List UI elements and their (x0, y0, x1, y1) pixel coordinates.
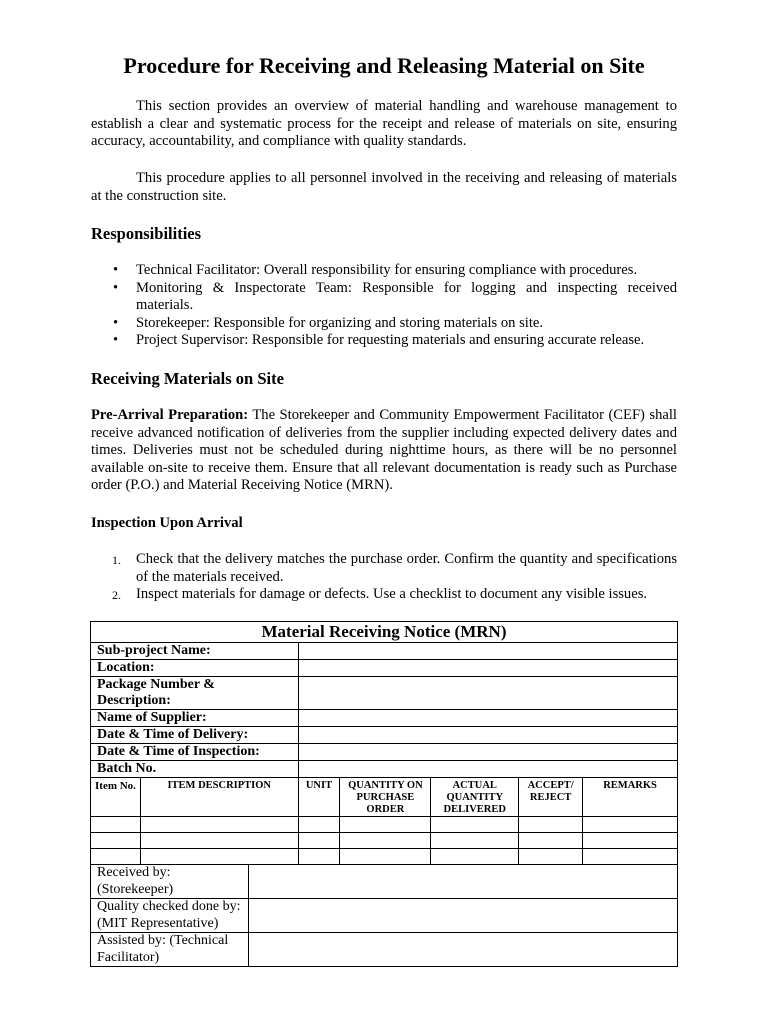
cell[interactable] (298, 817, 340, 833)
signature-label: Assisted by: (Technical Facilitator) (91, 933, 249, 967)
mrn-field-label: Location: (91, 660, 299, 677)
pre-arrival-text: The Storekeeper and Community Empowerment Facilitator (CEF) shall receive advanced notification of deliveries from the supplier including expected delivery dates and times. Deliveries must not be scheduled during nighttime hours, as there will be no personnel available on-site to receive them. Ensure that all relevant documentation is ready such as Purchase order (P.O.) and Material Receiving Notice (MRN). (91, 407, 677, 494)
bullet-icon: • (113, 332, 119, 349)
receiving-heading: Receiving Materials on Site (91, 369, 284, 388)
mrn-field-value[interactable] (298, 761, 677, 778)
cell[interactable] (298, 833, 340, 849)
cell[interactable] (140, 833, 298, 849)
cell[interactable] (519, 849, 583, 865)
cell[interactable] (340, 833, 431, 849)
inspection-heading: Inspection Upon Arrival (91, 515, 243, 531)
cell[interactable] (298, 849, 340, 865)
cell[interactable] (583, 833, 678, 849)
cell[interactable] (519, 833, 583, 849)
cell[interactable] (340, 817, 431, 833)
cell[interactable] (91, 833, 141, 849)
mrn-field-label: Sub-project Name: (91, 643, 299, 660)
mrn-field-label: Name of Supplier: (91, 710, 299, 727)
pre-arrival-paragraph (91, 407, 677, 495)
cell[interactable] (583, 817, 678, 833)
list-item: • Storekeeper: Responsible for organizing and storing materials on site. (113, 314, 544, 331)
page-title: Procedure for Receiving and Releasing Material on Site (123, 53, 645, 78)
bullet-icon: • (113, 314, 119, 331)
pre-arrival-label: Pre-Arrival Preparation: (91, 407, 249, 423)
mrn-field-value[interactable] (298, 744, 677, 761)
list-item (91, 551, 677, 586)
mrn-field-value[interactable] (298, 643, 677, 660)
list-item (91, 586, 677, 604)
intro-text-2: This procedure applies to all personnel involved in the receiving and releasing of materials at the construction site. (91, 170, 677, 204)
signature-field[interactable] (248, 933, 677, 967)
mrn-field-value[interactable] (298, 660, 677, 677)
signature-field[interactable] (248, 899, 677, 933)
mrn-field-label: Date & Time of Inspection: (91, 744, 299, 761)
col-accept-reject: ACCEPT/ REJECT (519, 778, 583, 817)
table-row (91, 849, 678, 865)
table-row (91, 833, 678, 849)
intro-paragraph-2 (91, 170, 677, 205)
mrn-field-label: Batch No. (91, 761, 299, 778)
cell[interactable] (340, 849, 431, 865)
responsibilities-heading: Responsibilities (91, 224, 202, 243)
cell[interactable] (91, 849, 141, 865)
mrn-field-label: Date & Time of Delivery: (91, 727, 299, 744)
mrn-form-table (90, 621, 678, 967)
step-text: Check that the delivery matches the purchase order. Confirm the quantity and specifications of the materials received. (136, 551, 677, 585)
col-item-description: ITEM DESCRIPTION (140, 778, 298, 817)
cell[interactable] (431, 833, 519, 849)
inspection-steps (91, 551, 677, 604)
step-number: 2. (112, 588, 121, 603)
list-item: • Technical Facilitator: Overall responsibility for ensuring compliance with procedures. (113, 262, 638, 278)
col-remarks: REMARKS (583, 778, 678, 817)
responsibilities-list (91, 262, 677, 350)
mrn-field-label: Package Number & Description: (91, 677, 299, 710)
bullet-icon: • (113, 279, 119, 296)
mrn-field-value[interactable] (298, 727, 677, 744)
col-unit: UNIT (298, 778, 340, 817)
mrn-field-value[interactable] (298, 710, 677, 727)
table-row (91, 817, 678, 833)
signature-label: Quality checked done by: (MIT Representative) (91, 899, 249, 933)
list-item: • Monitoring & Inspectorate Team: Responsible for logging and inspecting received materials. (113, 279, 677, 314)
intro-text-1: This section provides an overview of material handling and warehouse management to establish a clear and systematic process for the receipt and release of materials on site, ensuring accuracy, accountability, and compliance with quality standards. (91, 98, 677, 150)
col-item-no: Item No. (91, 778, 141, 817)
cell[interactable] (431, 849, 519, 865)
cell[interactable] (583, 849, 678, 865)
bullet-icon: • (113, 262, 119, 278)
col-actual-quantity: ACTUAL QUANTITY DELIVERED (431, 778, 519, 817)
col-quantity-on-po: QUANTITY ON PURCHASE ORDER (340, 778, 431, 817)
intro-paragraph-1 (91, 98, 677, 151)
step-text: Inspect materials for damage or defects. Use a checklist to document any visible issues. (136, 586, 648, 603)
list-item: • Project Supervisor: Responsible for requesting materials and ensuring accurate release. (113, 332, 645, 349)
cell[interactable] (140, 817, 298, 833)
mrn-title: Material Receiving Notice (MRN) (91, 622, 678, 643)
signature-label: Received by: (Storekeeper) (91, 865, 249, 899)
step-number: 1. (112, 553, 121, 567)
cell[interactable] (431, 817, 519, 833)
cell[interactable] (519, 817, 583, 833)
signature-field[interactable] (248, 865, 677, 899)
cell[interactable] (91, 817, 141, 833)
cell[interactable] (140, 849, 298, 865)
mrn-field-value[interactable] (298, 677, 677, 710)
